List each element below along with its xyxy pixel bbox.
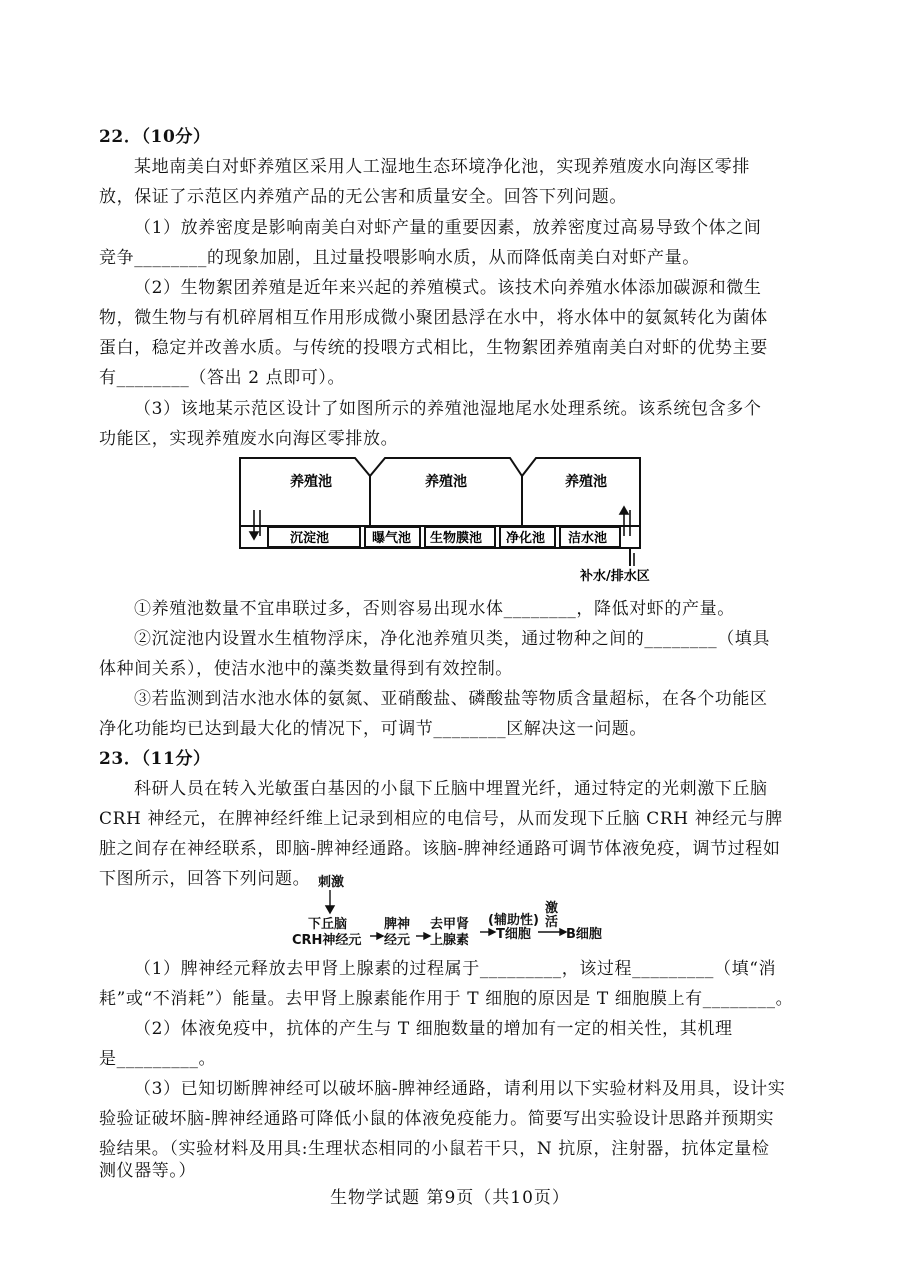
activate-label-b: 活 <box>545 915 559 930</box>
node-spleen-neuron-a: 脾神 <box>384 917 411 932</box>
q22-sub2-line: ②沉淀池内设置水生植物浮床，净化池养殖贝类，通过物种之间的________（填具 <box>134 629 770 649</box>
activate-label-a: 激 <box>545 901 559 916</box>
q23-part3-line: 验验证破坏脑-脾神经通路可降低小鼠的体液免疫能力。简要写出实验设计思路并预期实 <box>99 1109 775 1129</box>
tailwater-system-diagram <box>230 438 670 588</box>
q23-intro-line: CRH 神经元，在脾神经纤维上记录到相应的电信号，从而发现下丘脑 CRH 神经元与脾 <box>99 809 783 829</box>
node-crh-neuron: CRH神经元 <box>292 933 362 948</box>
brain-spleen-pathway-diagram <box>280 874 620 954</box>
node-hypothalamus: 下丘脑 <box>308 917 348 932</box>
q22-sub3-line: 净化功能均已达到最大化的情况下，可调节________区解决这一问题。 <box>99 719 647 739</box>
q22-part2-line: 有________（答出 2 点即可）。 <box>99 368 346 388</box>
aeration-label: 曝气池 <box>372 531 412 546</box>
q23-part3-line: （3）已知切断脾神经可以破坏脑-脾神经通路，请利用以下实验材料及用具，设计实 <box>134 1079 786 1099</box>
q23-part1-line: 耗”或“不消耗”）能量。去甲肾上腺素能作用于 T 细胞的原因是 T 细胞膜上有________。 <box>99 989 794 1009</box>
q23-intro-line: 下图所示，回答下列问题。 <box>99 869 311 889</box>
q22-part3-line: 功能区，实现养殖废水向海区零排放。 <box>99 429 399 449</box>
biofilm-label: 生物膜池 <box>430 531 483 546</box>
node-norepinephrine-b: 上腺素 <box>430 933 470 948</box>
q22-intro-line: 放，保证了示范区内养殖产品的无公害和质量安全。回答下列问题。 <box>99 187 627 207</box>
pond-label-3: 养殖池 <box>565 474 607 490</box>
q23-part3-line: 测仪器等。） <box>99 1161 197 1181</box>
node-b-cell: B细胞 <box>566 927 602 942</box>
node-norepinephrine-a: 去甲肾 <box>430 917 470 932</box>
clean-water-label: 洁水池 <box>568 531 608 546</box>
page-footer: 生物学试题 第9页（共10页） <box>330 1188 570 1208</box>
pond-label-2: 养殖池 <box>425 474 467 490</box>
q22-sub3-line: ③若监测到洁水池水体的氨氮、亚硝酸盐、磷酸盐等物质含量超标，在各个功能区 <box>134 689 768 709</box>
q23-intro-line: 脏之间存在神经联系，即脑-脾神经通路。该脑-脾神经通路可调节体液免疫，调节过程如 <box>99 839 781 859</box>
q22-sub1-line: ①养殖池数量不宜串联过多，否则容易出现水体________，降低对虾的产量。 <box>134 599 735 619</box>
q22-intro-line: 某地南美白对虾养殖区采用人工湿地生态环境净化池，实现养殖废水向海区零排 <box>134 157 750 177</box>
q22-part2-line: （2）生物絮团养殖是近年来兴起的养殖模式。该技术向养殖水体添加碳源和微生 <box>134 278 762 298</box>
node-spleen-neuron-b: 经元 <box>384 933 411 948</box>
q22-sub2-line: 体种间关系），使洁水池中的藻类数量得到有效控制。 <box>99 659 513 679</box>
q23-intro-line: 科研人员在转入光敏蛋白基因的小鼠下丘脑中埋置光纤，通过特定的光刺激下丘脑 <box>134 779 768 799</box>
sedimentation-label: 沉淀池 <box>290 531 330 546</box>
q23-part2-line: （2）体液免疫中，抗体的产生与 T 细胞数量的增加有一定的相关性，其机理 <box>134 1019 733 1039</box>
q23-part2-line: 是_________。 <box>99 1049 217 1069</box>
q22-part3-line: （3）该地某示范区设计了如图所示的养殖池湿地尾水处理系统。该系统包含多个 <box>134 399 762 419</box>
question-22-header: 22．（10分） <box>99 127 211 147</box>
q22-part2-line: 物，微生物与有机碎屑相互作用形成微小聚团悬浮在水中，将水体中的氨氮转化为菌体 <box>99 308 768 328</box>
purification-label: 净化池 <box>506 531 546 546</box>
q22-part2-line: 蛋白，稳定并改善水质。与传统的投喂方式相比，生物絮团养殖南美白对虾的优势主要 <box>99 338 768 358</box>
q22-part1-line: 竞争________的现象加剧，且过量投喂影响水质，从而降低南美白对虾产量。 <box>99 248 700 268</box>
stimulus-label: 刺激 <box>318 875 345 890</box>
q22-part1-line: （1）放养密度是影响南美白对虾产量的重要因素，放养密度过高易导致个体之间 <box>134 218 762 238</box>
outlet-label: 补水/排水区 <box>580 569 650 584</box>
pond-label-1: 养殖池 <box>290 474 332 490</box>
q23-part1-line: （1）脾神经元释放去甲肾上腺素的过程属于_________，该过程_________（填“消 <box>134 959 777 979</box>
node-helper-label: (辅助性) <box>488 913 539 928</box>
q23-part3-line: 验结果。（实验材料及用具:生理状态相同的小鼠若干只，N 抗原，注射器，抗体定量检 <box>99 1139 770 1159</box>
question-23-header: 23．（11分） <box>99 749 211 769</box>
node-t-cell: T细胞 <box>496 927 531 942</box>
